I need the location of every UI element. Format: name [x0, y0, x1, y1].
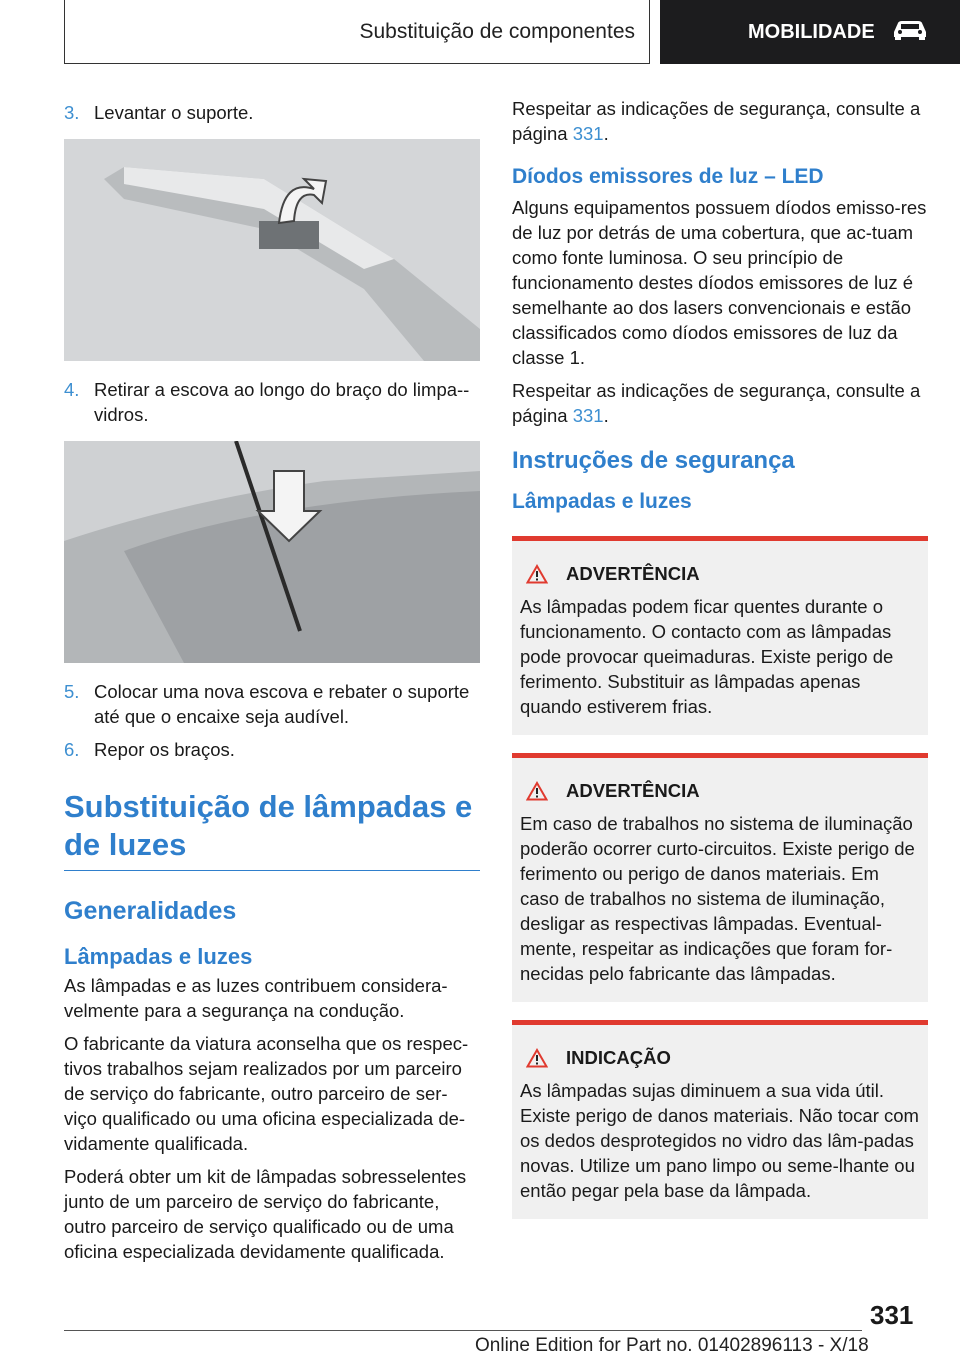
- reference-end: .: [603, 405, 609, 426]
- header-chapter: [660, 0, 960, 64]
- safety-reference: [512, 378, 928, 428]
- step-text: Repor os braços.: [94, 739, 235, 760]
- windshield-wiper-image: [64, 441, 480, 663]
- notice-box: [512, 1020, 928, 1219]
- warning-label: ADVERTÊNCIA: [566, 563, 700, 584]
- step-text: Levantar o suporte.: [94, 102, 254, 123]
- step-6: [64, 737, 480, 762]
- notice-text: As lâmpadas sujas diminuem a sua vida útil. Existe perigo de danos materiais. Não tocar com os dedos desprotegidos no vidro das lâm-padas novas. Utilize um pano limpo ou seme-lhante ou então pegar pela base da lâmpada.: [520, 1080, 919, 1201]
- reference-text: Respeitar as indicações de segurança, consulte a página: [512, 98, 921, 144]
- step-number: 3.: [64, 102, 80, 123]
- warning-title: [526, 778, 920, 803]
- safety-reference: [512, 96, 928, 146]
- warning-box: [512, 536, 928, 735]
- wiper-holder-image: [64, 139, 480, 361]
- warning-triangle-icon: [526, 564, 548, 584]
- page-link[interactable]: 331: [572, 405, 604, 426]
- lampadas-title: Lâmpadas e luzes: [512, 490, 692, 513]
- left-column: [64, 96, 480, 1272]
- warning-title: [526, 561, 920, 586]
- notice-title: [526, 1045, 920, 1070]
- right-column: [512, 96, 928, 1237]
- page-link[interactable]: 331: [572, 123, 604, 144]
- notice-label: INDICAÇÃO: [566, 1047, 671, 1068]
- warning-box: [512, 753, 928, 1002]
- warning-label: ADVERTÊNCIA: [566, 780, 700, 801]
- header-section-title: Substituição de componentes: [359, 19, 635, 43]
- warning-triangle-icon: [526, 1048, 548, 1068]
- paragraph: As lâmpadas e as luzes contribuem considera-velmente para a segurança na condução.: [64, 975, 448, 1021]
- header-chapter-title: MOBILIDADE: [748, 20, 875, 43]
- car-icon: [891, 18, 929, 46]
- warning-triangle-icon: [526, 781, 548, 801]
- paragraph: Poderá obter um kit de lâmpadas sobresselentes junto de um parceiro de serviço do fabricante, outro parceiro de serviço qualificado ou de uma oficina especializada devidamente qualificada.: [64, 1166, 467, 1262]
- subsection-title: Generalidades: [64, 897, 237, 925]
- reference-end: .: [603, 123, 609, 144]
- header-section: [64, 0, 650, 64]
- step-5: [64, 679, 480, 729]
- footer-divider: [64, 1330, 862, 1331]
- paragraph: Alguns equipamentos possuem díodos emisso-res de luz por detrás de uma cobertura, que ac-tuam como fonte luminosa. O seu princípio de funcionamento destes díodos emissores de luz é semelhante ao dos lasers convencionais e estão classificados como díodos emissores de luz da classe 1.: [512, 197, 927, 368]
- step-text: Retirar a escova ao longo do braço do limpa--vidros.: [94, 379, 470, 425]
- warning-text: As lâmpadas podem ficar quentes durante o funcionamento. O contacto com as lâmpadas pode provocar queimaduras. Existe perigo de ferimento. Substituir as lâmpadas apenas quando estiverem frias.: [520, 596, 894, 717]
- step-text: Colocar uma nova escova e rebater o suporte até que o encaixe seja audível.: [94, 681, 470, 727]
- page-number: 331: [870, 1300, 914, 1330]
- led-title: Díodos emissores de luz – LED: [512, 165, 824, 188]
- paragraph: O fabricante da viatura aconselha que os respec-tivos trabalhos sejam realizados por um parceiro de serviço do fabricante, outro parceiro de ser-viço qualificado ou uma oficina especializada de-vidamente qualificada.: [64, 1033, 469, 1154]
- warning-text: Em caso de trabalhos no sistema de iluminação poderão ocorrer curto-circuitos. Existe perigo de ferimento ou perigo de danos materiais. Em caso de trabalhos no sistema de iluminação, desligar as respectivas lâmpadas. Eventual-mente, respeitar as indicações que foram for-necidas pelo fabricante das lâmpadas.: [520, 813, 915, 984]
- edition-text: Online Edition for Part no. 01402896113 - X/18: [475, 1335, 869, 1356]
- step-4: [64, 377, 480, 427]
- step-number: 6.: [64, 739, 80, 760]
- safety-title: Instruções de segurança: [512, 447, 795, 474]
- step-number: 5.: [64, 681, 80, 702]
- reference-text: Respeitar as indicações de segurança, consulte a página: [512, 380, 921, 426]
- step-number: 4.: [64, 379, 80, 400]
- section-title: Substituição de lâmpadas e de luzes: [64, 788, 480, 871]
- lampadas-title: Lâmpadas e luzes: [64, 944, 253, 969]
- step-3: [64, 100, 480, 125]
